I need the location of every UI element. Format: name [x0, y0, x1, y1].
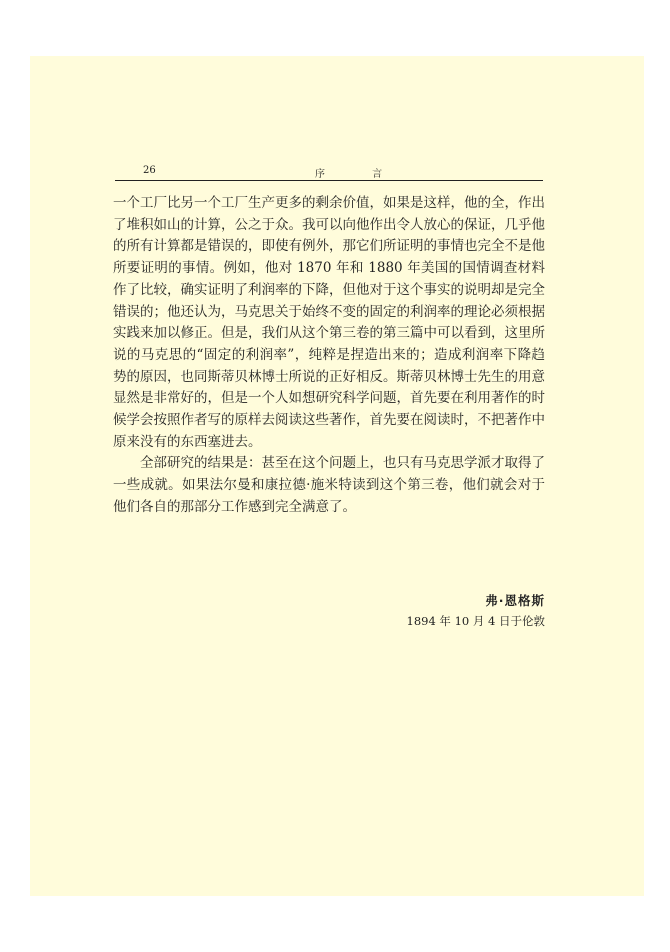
running-title: 序 言	[315, 169, 405, 180]
page-number: 26	[143, 165, 156, 176]
paragraph-2: 全部研究的结果是：甚至在这个问题上，也只有马克思学派才取得了一些成就。如果法尔曼和康拉德·施米特读到这个第三卷，他们就会对于他们各自的那部分工作感到完全满意了。	[113, 455, 545, 515]
running-header	[115, 160, 543, 181]
body-text	[113, 193, 545, 519]
paragraph-1: 一个工厂比另一个工厂生产更多的剩余价值，如果是这样，他的全，作出了堆积如山的计算，公之于众。我可以向他作出令人放心的保证，几乎他的所有计算都是错误的，即使有例外，那它们所证明的事情也完全不是他所要证明的事情。例如，他对 1870 年和 1880 年美国的国情调查材料作了比较，确实证明了利润率的下降，但他对于这个事实的说明却是完全错误的；他还认为，马克思关于始终不变的固定的利润率的理论必须根据实践来加以修正。但是，我们从这个第三卷的第三篇中可以看到，这里所说的马克思的“固定的利润率”，纯粹是捏造出来的；造成利润率下降趋势的原因，也同斯蒂贝林博士所说的正好相反。斯蒂贝林博士先生的用意显然是非常好的，但是一个人如想研究科学问题，首先要在利用著作的时候学会按照作者写的原样去阅读这些著作，首先要在阅读时，不把著作中原来没有的东西塞进去。	[113, 195, 545, 450]
date-place: 1894 年 10 月 4 日于伦敦	[406, 614, 545, 628]
author-signature: 弗·恩格斯	[485, 593, 545, 608]
